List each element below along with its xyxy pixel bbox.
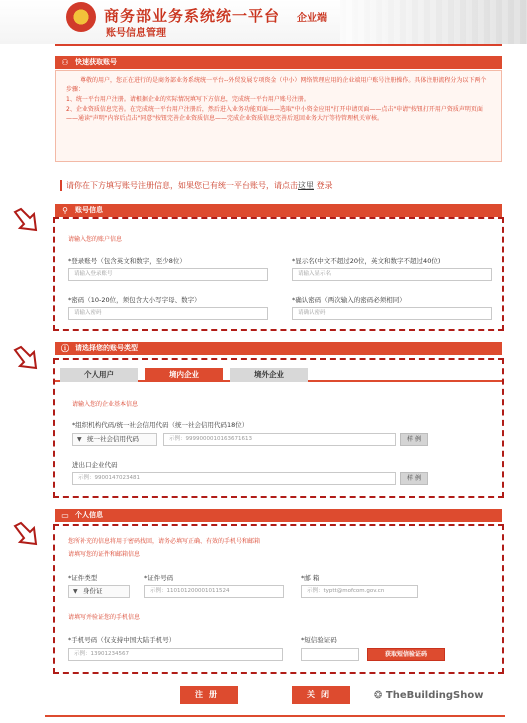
id-type-value: 身份证 — [83, 587, 103, 595]
notice-suffix: 登录 — [316, 181, 333, 190]
login-account-input[interactable]: 请输入登录账号 — [68, 268, 268, 281]
account-hint: 请输入您的账户信息 — [68, 236, 123, 243]
arrow-down-right-icon — [12, 206, 40, 234]
quick-step-2: 2、企业资质信息完善。在完成统一平台用户注册后，然后进入业务功能页面——选取"中小资金应用"打开申请页面——点击"申请"按钮打开用户资质声明页面——通读"声明"内容后点击"同意"按钮完善企业资质信息——完成企业资质信息完善后返回业务大厅等待管理机关审核。 — [66, 106, 483, 122]
org-code-label: *组织机构代码/统一社会信用代码（统一社会信用代码18位） — [72, 421, 249, 429]
tab-personal-user[interactable]: 个人用户 — [60, 368, 138, 382]
header-divider — [55, 44, 502, 46]
email-input[interactable]: 示例：typtt@mofcom.gov.cn — [301, 585, 418, 598]
account-info-title: 账号信息 — [75, 206, 103, 214]
quick-account-title: 快速获取账号 — [75, 58, 117, 66]
login-here-link[interactable]: 这里 — [298, 181, 314, 190]
account-icon: ⚇ — [61, 58, 69, 67]
watermark — [374, 690, 484, 701]
sms-code-label: *短信验证码 — [301, 636, 337, 644]
id-number-label: *证件号码 — [144, 574, 174, 582]
org-code-type-value: 统一社会信用代码 — [87, 435, 139, 443]
id-email-hint: 请填写您的证件和邮箱信息 — [68, 551, 141, 558]
import-export-example-button[interactable]: 样 例 — [400, 472, 428, 485]
caret-down-icon: ▼ — [73, 588, 78, 595]
header-banner-image — [340, 0, 527, 44]
import-export-code-label: 进出口企业代码 — [72, 461, 118, 469]
account-type-header — [55, 342, 502, 355]
quick-account-info — [55, 70, 502, 162]
arrow-down-right-icon — [12, 344, 40, 372]
tab-domestic-enterprise[interactable]: 境内企业 — [145, 368, 223, 382]
monitor-icon: ▭ — [61, 511, 69, 520]
confirm-password-input[interactable]: 请确认密码 — [292, 307, 492, 320]
id-type-select[interactable] — [68, 585, 130, 598]
close-button[interactable]: 关闭 — [292, 686, 350, 704]
id-type-label: *证件类型 — [68, 574, 98, 582]
confirm-password-label: *确认密码（两次输入的密码必须相同） — [292, 296, 406, 304]
password-label: *密码（10-20位，须包含大小写字母、数字） — [68, 296, 201, 304]
register-button[interactable]: 注册 — [180, 686, 238, 704]
quick-account-header — [55, 56, 502, 69]
org-code-example-button[interactable]: 样 例 — [400, 433, 428, 446]
personal-hint: 您所补充的信息将用于密码找回，请务必填写正确、有效的手机号和邮箱 — [68, 538, 261, 545]
import-export-code-input[interactable]: 示例：9900147023481 — [72, 472, 396, 485]
sms-code-input[interactable] — [301, 648, 359, 661]
tab-overseas-enterprise[interactable]: 境外企业 — [230, 368, 308, 382]
account-type-title: 请选择您的账号类型 — [75, 344, 138, 352]
email-label: *邮 箱 — [301, 574, 320, 582]
display-name-label: *显示名(中文不超过20位，英文和数字不超过40位) — [292, 257, 441, 265]
account-info-header — [55, 204, 502, 217]
page-header — [0, 0, 527, 44]
notice-text: 请你在下方填写账号注册信息，如果您已有统一平台账号，请点击 — [66, 181, 298, 190]
personal-info-title: 个人信息 — [75, 511, 103, 519]
password-input[interactable]: 请输入密码 — [68, 307, 268, 320]
app-edition: 企业端 — [297, 13, 327, 24]
phone-label: *手机号码（仅支持中国大陆手机号） — [68, 636, 176, 644]
quick-step-1: 1、统一平台用户注册。请根据企业的实际情况填写下方信息，完成统一平台用户账号注册。 — [66, 96, 310, 103]
page-title: 账号信息管理 — [106, 28, 166, 39]
watermark-text: TheBuildingShow — [385, 690, 484, 701]
id-number-input[interactable]: 示例：110101200001011524 — [144, 585, 284, 598]
org-code-type-select[interactable] — [72, 433, 157, 446]
wechat-icon: ❂ — [374, 690, 383, 701]
personal-info-header — [55, 509, 502, 522]
login-notice — [60, 180, 333, 191]
phone-hint: 请填写并验证您的手机信息 — [68, 614, 141, 621]
account-type-tabs — [55, 368, 502, 382]
national-emblem-icon — [66, 2, 96, 32]
login-account-label: *登录账号（包含英文和数字，至少8位） — [68, 257, 186, 265]
phone-input[interactable]: 示例：13901234567 — [68, 648, 283, 661]
caret-down-icon: ▼ — [77, 436, 82, 443]
display-name-input[interactable]: 请输入显示名 — [292, 268, 492, 281]
user-icon: ⚲ — [62, 206, 68, 215]
arrow-down-right-icon — [12, 520, 40, 548]
quick-paragraph: 尊敬的用户，您正在进行的是商务部业务系统统一平台--外贸发展专项资金（中小）网络管理应用的企业端用户账号注册操作。具体注册流程分为以下两个步骤： — [66, 77, 487, 93]
org-code-input[interactable]: 示例：9999000010163671613 — [163, 433, 396, 446]
app-title: 商务部业务系统统一平台 — [104, 7, 281, 25]
info-icon: ⓘ — [61, 344, 69, 353]
footer-divider — [45, 715, 505, 717]
enterprise-hint: 请输入您的企业基本信息 — [72, 401, 139, 408]
get-sms-code-button[interactable]: 获取短信验证码 — [367, 648, 445, 661]
